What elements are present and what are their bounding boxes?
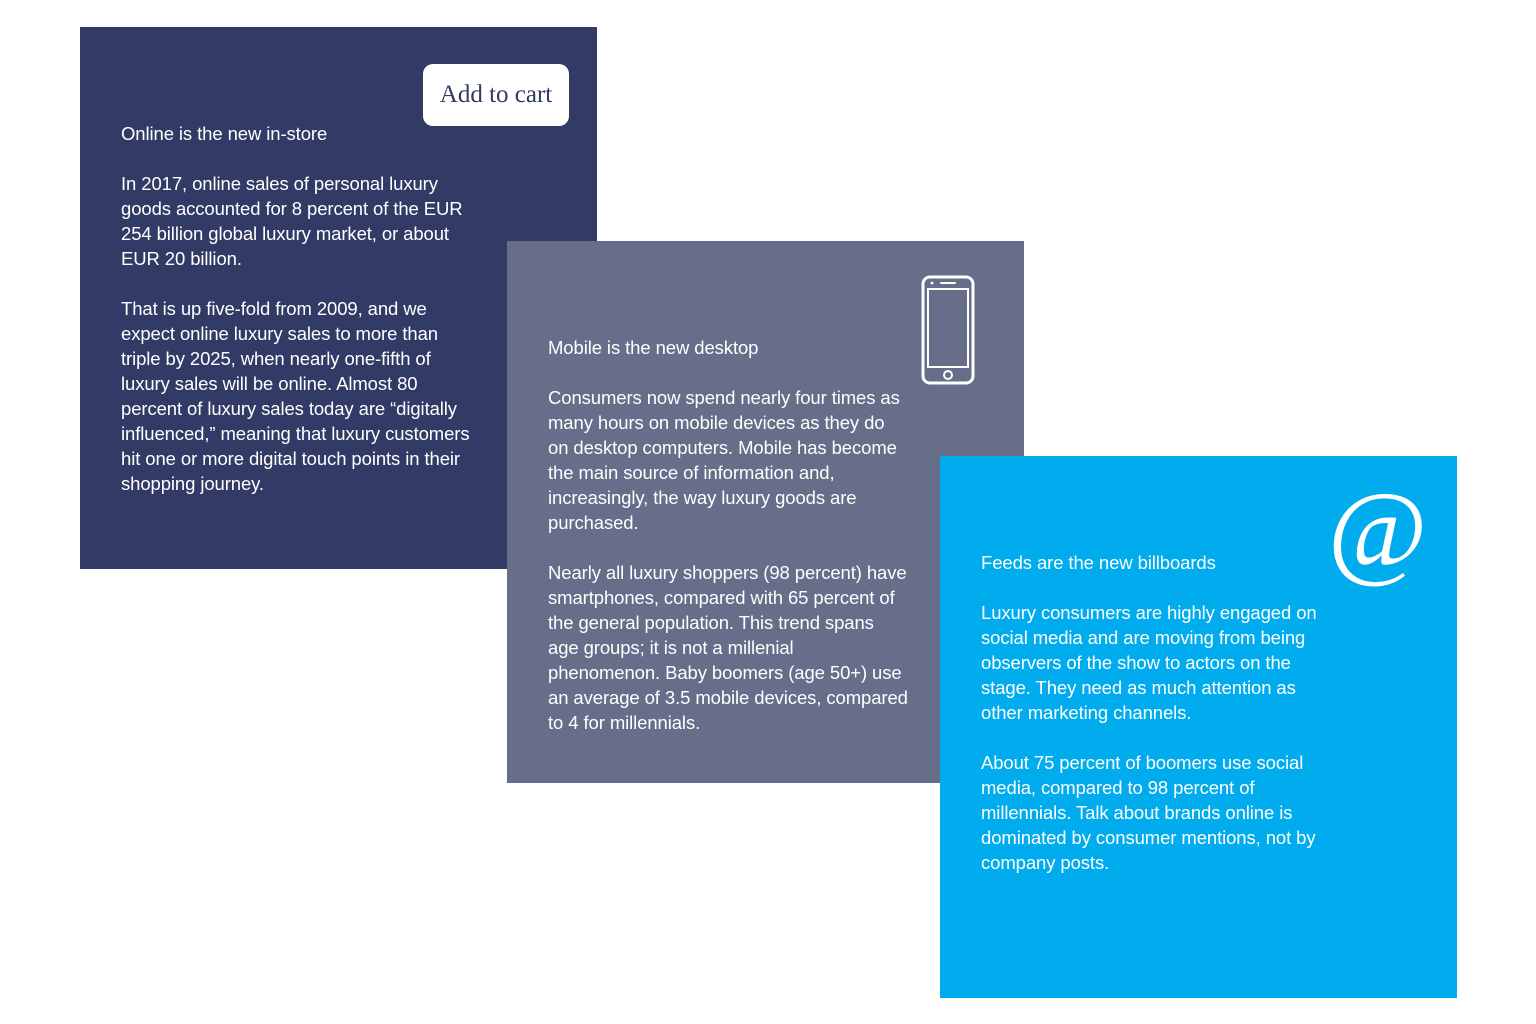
card-heading: Online is the new in-store [121, 123, 328, 144]
at-sign-icon: @ [1328, 471, 1428, 590]
card-text [981, 550, 1341, 875]
card-heading: Mobile is the new desktop [548, 337, 759, 358]
card-feeds-billboards [940, 456, 1457, 998]
card-paragraph: That is up five-fold from 2009, and we expect online luxury sales to more than triple by 2025, when nearly one-fifth of luxury sales will be online. Almost 80 percent of luxury sales today are “digitally influenced,” meaning that luxury customers hit one or more digital touch points in their shopping journey. [121, 298, 470, 494]
card-paragraph: In 2017, online sales of personal luxury goods accounted for 8 percent of the EUR 254 billion global luxury market, or about EUR 20 billion. [121, 173, 463, 269]
card-heading: Feeds are the new billboards [981, 552, 1216, 573]
card-text [121, 121, 481, 496]
smartphone-icon [921, 275, 975, 385]
card-paragraph: Luxury consumers are highly engaged on social media and are moving from being observers of the show to actors on the stage. They need as much attention as other marketing channels. [981, 602, 1317, 723]
card-paragraph: Consumers now spend nearly four times as many hours on mobile devices as they do on desktop computers. Mobile has become the main source of information and, increasingly, the way luxury goods are purchased. [548, 387, 900, 533]
card-paragraph: Nearly all luxury shoppers (98 percent) have smartphones, compared with 65 percent of the general population. This trend spans age groups; it is not a millenial phenomenon. Baby boomers (age 50+) use an average of 3.5 mobile devices, compared to 4 for millennials. [548, 562, 908, 733]
card-paragraph: About 75 percent of boomers use social media, compared to 98 percent of millennials. Talk about brands online is dominated by consumer mentions, not by company posts. [981, 752, 1316, 873]
add-to-cart-button[interactable]: Add to cart [423, 64, 569, 126]
card-text [548, 335, 908, 735]
